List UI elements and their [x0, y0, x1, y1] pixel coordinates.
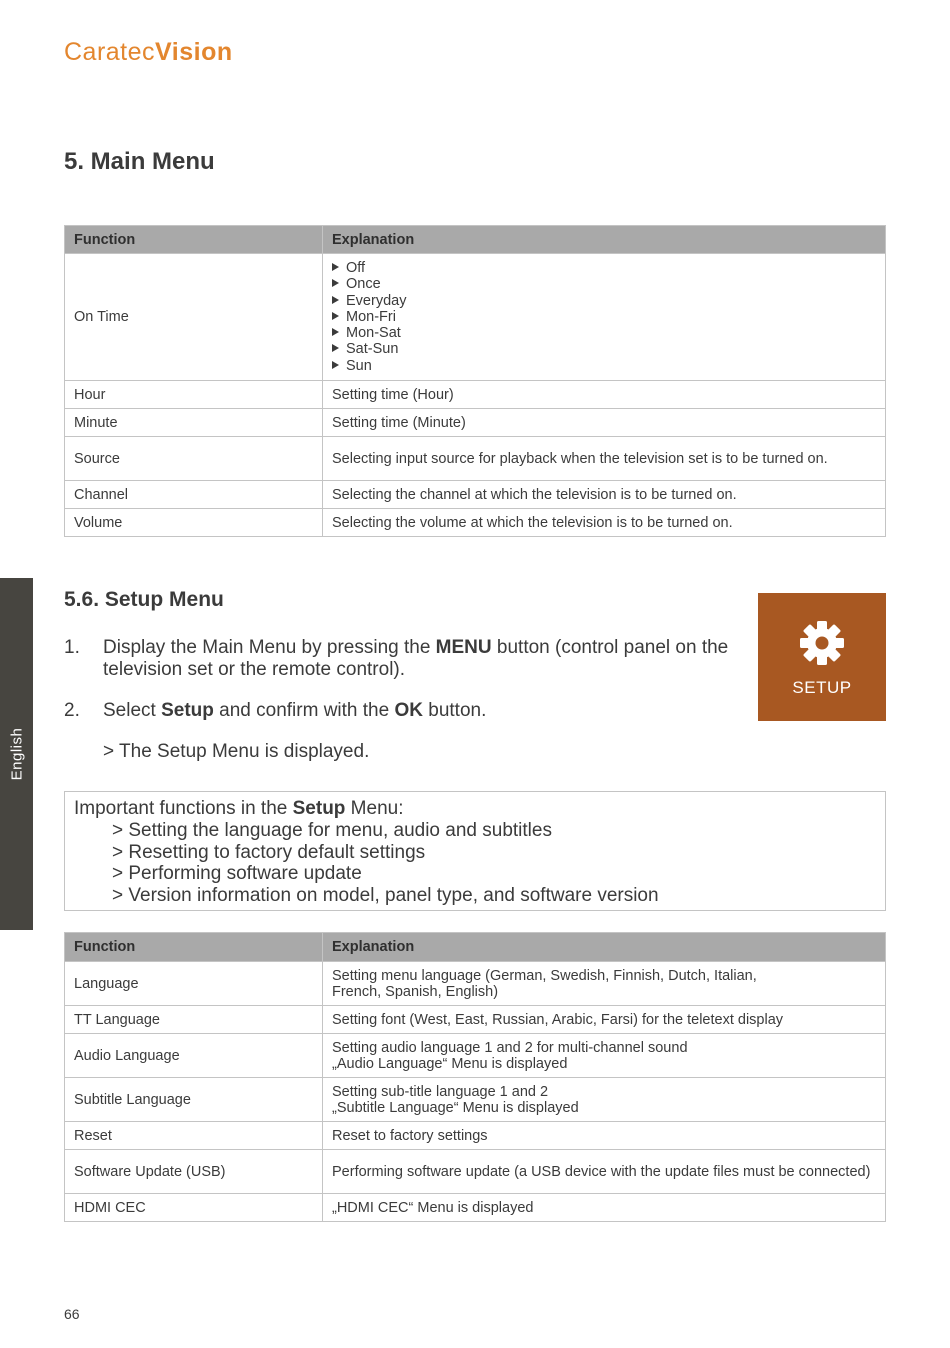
list-item	[332, 309, 876, 325]
row-function: On Time	[65, 254, 323, 381]
logo-text-bold: Vision	[155, 38, 233, 66]
step-text: button (control panel on the television set or the remote control).	[103, 637, 729, 680]
explanation-line: „HDMI CEC“ Menu is displayed	[332, 1199, 534, 1216]
language-side-tab	[0, 578, 33, 930]
step-text: Display the Main Menu by pressing the	[103, 637, 436, 658]
list-item: > Setting the language for menu, audio and subtitles	[112, 819, 552, 841]
step-number: 1.	[64, 637, 80, 658]
explanation-line: Setting font (West, East, Russian, Arabic, Farsi) for the teletext display	[332, 1011, 784, 1028]
row-function: HDMI CEC	[65, 1194, 323, 1222]
option-label: Once	[346, 276, 381, 293]
important-functions-box	[64, 791, 886, 911]
list-item	[332, 260, 876, 276]
explanation-line: Setting menu language (German, Swedish, Finnish, Dutch, Italian,	[332, 967, 757, 984]
triangle-bullet-icon	[332, 328, 339, 336]
step-keyword: MENU	[435, 637, 492, 658]
explanation-line: Performing software update (a USB device with the update files must be connected)	[332, 1163, 871, 1180]
row-function: Subtitle Language	[65, 1078, 323, 1122]
header-explanation: Explanation	[323, 226, 886, 254]
option-label: Mon-Sat	[346, 325, 401, 342]
table-row	[65, 1150, 886, 1194]
explanation-line: Setting audio language 1 and 2 for multi-channel sound	[332, 1039, 688, 1056]
table-header-row	[65, 933, 886, 962]
info-heading	[74, 798, 885, 820]
triangle-bullet-icon	[332, 361, 339, 369]
info-text: Menu:	[345, 798, 404, 819]
row-function: Reset	[65, 1122, 323, 1150]
setup-menu-table	[64, 932, 886, 1222]
triangle-bullet-icon	[332, 344, 339, 352]
table-row	[65, 962, 886, 1006]
gear-icon	[797, 618, 847, 668]
header-function: Function	[65, 226, 323, 254]
logo-text-regular: Caratec	[64, 38, 156, 66]
table-row	[65, 381, 886, 409]
option-label: Off	[346, 260, 366, 276]
triangle-bullet-icon	[332, 296, 339, 304]
explanation-line: „Audio Language“ Menu is displayed	[332, 1055, 568, 1072]
option-label: Sat-Sun	[346, 341, 399, 358]
list-item: > Performing software update	[112, 863, 362, 885]
info-keyword: Setup	[292, 798, 346, 819]
side-tab-label: English	[8, 727, 25, 781]
row-function: Language	[65, 962, 323, 1006]
setup-menu-icon-tile	[758, 593, 886, 721]
info-text: Important functions in the	[74, 798, 293, 819]
main-menu-table	[64, 225, 886, 537]
table-row	[65, 1034, 886, 1078]
table-row	[65, 1122, 886, 1150]
list-item	[332, 325, 876, 341]
table-row	[65, 509, 886, 537]
table-row	[65, 437, 886, 481]
option-label: Sun	[346, 357, 372, 374]
header-function: Function	[65, 933, 323, 962]
explanation-line: „Subtitle Language“ Menu is displayed	[332, 1099, 579, 1116]
step-1	[64, 637, 754, 681]
table-row	[65, 409, 886, 437]
row-explanation	[323, 1122, 886, 1150]
brand-logo	[64, 38, 233, 67]
triangle-bullet-icon	[332, 263, 339, 271]
step-text: Select	[103, 700, 162, 721]
row-explanation	[323, 1006, 886, 1034]
table-header-row	[65, 226, 886, 254]
list-item	[332, 293, 876, 309]
setup-label: SETUP	[792, 678, 852, 697]
list-item	[332, 358, 876, 374]
step-2	[64, 700, 754, 722]
info-list	[65, 820, 885, 907]
row-explanation	[323, 1150, 886, 1194]
row-explanation	[323, 1194, 886, 1222]
row-explanation	[323, 1034, 886, 1078]
step-text: button.	[422, 700, 487, 721]
section-title: 5. Main Menu	[64, 148, 215, 175]
header-explanation: Explanation	[323, 933, 886, 962]
option-label: Mon-Fri	[346, 308, 396, 325]
row-function: TT Language	[65, 1006, 323, 1034]
triangle-bullet-icon	[332, 279, 339, 287]
row-function: Minute	[65, 409, 323, 437]
table-row	[65, 1078, 886, 1122]
on-time-options	[332, 254, 876, 380]
row-explanation: Setting time (Hour)	[323, 381, 886, 409]
row-explanation	[323, 1078, 886, 1122]
row-function: Audio Language	[65, 1034, 323, 1078]
row-explanation: Selecting input source for playback when the television set is to be turned on.	[323, 437, 886, 481]
row-function: Source	[65, 437, 323, 481]
list-item	[332, 341, 876, 357]
list-item: > Version information on model, panel type, and software version	[112, 885, 659, 907]
table-row	[65, 1194, 886, 1222]
row-explanation: Selecting the volume at which the television is to be turned on.	[323, 509, 886, 537]
subsection-title: 5.6. Setup Menu	[64, 588, 224, 611]
row-explanation: Selecting the channel at which the television is to be turned on.	[323, 481, 886, 509]
step-keyword: Setup	[161, 700, 214, 721]
list-item	[332, 276, 876, 292]
table-row	[65, 254, 886, 381]
option-label: Everyday	[346, 292, 407, 309]
step-keyword: OK	[394, 700, 423, 721]
table-row	[65, 1006, 886, 1034]
row-function: Hour	[65, 381, 323, 409]
explanation-line: Reset to factory settings	[332, 1127, 488, 1144]
explanation-line: French, Spanish, English)	[332, 983, 499, 1000]
step-text: and confirm with the	[213, 700, 395, 721]
row-function: Channel	[65, 481, 323, 509]
instruction-steps	[64, 637, 754, 763]
table-row	[65, 481, 886, 509]
step-number: 2.	[64, 700, 80, 721]
list-item: > Resetting to factory default settings	[112, 841, 426, 863]
row-function: Software Update (USB)	[65, 1150, 323, 1194]
step-result: > The Setup Menu is displayed.	[103, 741, 370, 762]
row-explanation	[323, 962, 886, 1006]
triangle-bullet-icon	[332, 312, 339, 320]
page-number: 66	[64, 1306, 80, 1322]
row-explanation: Setting time (Minute)	[323, 409, 886, 437]
row-function: Volume	[65, 509, 323, 537]
explanation-line: Setting sub-title language 1 and 2	[332, 1083, 549, 1100]
row-explanation	[323, 254, 886, 381]
